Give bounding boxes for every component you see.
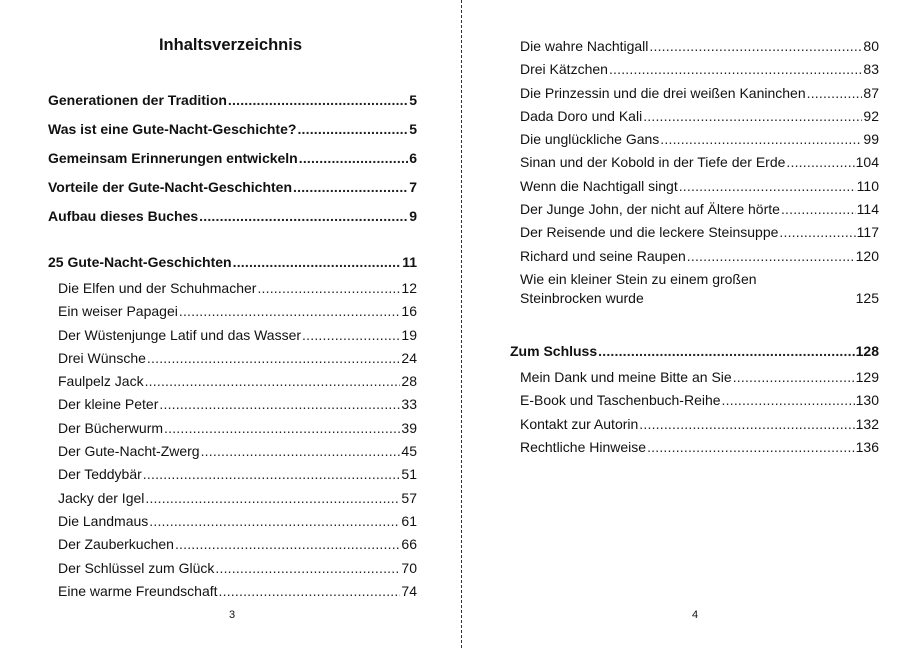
- leader-dots: [215, 557, 400, 580]
- toc-entry[interactable]: Die Prinzessin und die drei weißen Kaninchen ..... 87: [520, 82, 879, 105]
- toc-entry[interactable]: Gemeinsam Erinnerungen entwickeln ..... 6: [48, 144, 417, 173]
- toc-entry[interactable]: Dada Doro und Kali ..... 92: [520, 105, 879, 128]
- leader-dots: [145, 370, 401, 393]
- toc-entry[interactable]: Vorteile der Gute-Nacht-Geschichten ..... 7: [48, 173, 417, 202]
- leader-dots: [647, 436, 855, 459]
- page-number: 4: [691, 609, 699, 621]
- toc-entry[interactable]: Sinan und der Kobold in der Tiefe der Erde ..... 104: [520, 151, 879, 174]
- leader-dots: [639, 413, 854, 436]
- leader-dots: [147, 347, 401, 370]
- toc-entry[interactable]: Rechtliche Hinweise ..... 136: [520, 436, 879, 459]
- leader-dots: [687, 245, 855, 268]
- leader-dots: [781, 198, 856, 221]
- toc-entry[interactable]: Der Zauberkuchen ..... 66: [48, 533, 417, 556]
- leader-dots: [228, 86, 408, 115]
- leader-dots: [201, 440, 401, 463]
- leader-dots: [786, 151, 854, 174]
- leader-dots: [733, 366, 855, 389]
- leader-dots: [649, 35, 862, 58]
- leader-dots: [293, 173, 408, 202]
- toc-entry[interactable]: Generationen der Tradition ..... 5: [48, 86, 417, 115]
- leader-dots: [175, 533, 400, 556]
- toc-entry[interactable]: Der Teddybär ..... 51: [48, 463, 417, 486]
- toc-entry[interactable]: Jacky der Igel ..... 57: [48, 487, 417, 510]
- leader-dots: [145, 487, 400, 510]
- toc-list-right: [463, 35, 922, 459]
- toc-entry[interactable]: Eine warme Freundschaft ..... 74: [48, 580, 417, 603]
- toc-entry-closing-heading[interactable]: Zum Schluss ..... 128: [510, 337, 879, 366]
- leader-dots: [779, 221, 855, 244]
- toc-entry[interactable]: Aufbau dieses Buches ..... 9: [48, 202, 417, 231]
- leader-dots: [233, 248, 402, 277]
- toc-entry-two-line[interactable]: Wie ein kleiner Stein zu einem großen Steinbrocken wurde 125: [520, 270, 879, 306]
- toc-entry-stories-heading[interactable]: 25 Gute-Nacht-Geschichten ..... 11: [48, 248, 417, 277]
- toc-entry[interactable]: Drei Kätzchen ..... 83: [520, 58, 879, 81]
- leader-dots: [598, 337, 855, 366]
- leader-dots: [660, 128, 862, 151]
- toc-entry[interactable]: Was ist eine Gute-Nacht-Geschichte? ..... 5: [48, 115, 417, 144]
- leader-dots: [679, 175, 856, 198]
- toc-entry[interactable]: Die unglückliche Gans ..... 99: [520, 128, 879, 151]
- right-page: [463, 0, 922, 648]
- leader-dots: [299, 144, 408, 173]
- toc-entry[interactable]: Der Schlüssel zum Glück ..... 70: [48, 557, 417, 580]
- toc-entry[interactable]: Drei Wünsche ..... 24: [48, 347, 417, 370]
- toc-entry[interactable]: Der Gute-Nacht-Zwerg ..... 45: [48, 440, 417, 463]
- toc-entry[interactable]: Der Bücherwurm ..... 39: [48, 417, 417, 440]
- toc-entry[interactable]: Die Landmaus ..... 61: [48, 510, 417, 533]
- leader-dots: [149, 510, 400, 533]
- toc-entry[interactable]: Der Wüstenjunge Latif und das Wasser ..... 19: [48, 324, 417, 347]
- toc-entry[interactable]: Der Junge John, der nicht auf Ältere hörte ..... 114: [520, 198, 879, 221]
- leader-dots: [219, 580, 401, 603]
- toc-entry[interactable]: Kontakt zur Autorin ..... 132: [520, 413, 879, 436]
- leader-dots: [164, 417, 400, 440]
- toc-entry[interactable]: Die Elfen und der Schuhmacher ..... 12: [48, 277, 417, 300]
- page-number: 3: [228, 609, 236, 621]
- leader-dots: [722, 389, 855, 412]
- leader-dots: [643, 105, 862, 128]
- toc-entry[interactable]: Richard und seine Raupen ..... 120: [520, 245, 879, 268]
- toc-entry[interactable]: Faulpelz Jack ..... 28: [48, 370, 417, 393]
- page-divider: [461, 0, 462, 648]
- toc-entry[interactable]: Die wahre Nachtigall ..... 80: [520, 35, 879, 58]
- leader-dots: [609, 58, 862, 81]
- leader-dots: [297, 115, 408, 144]
- toc-entry[interactable]: E-Book und Taschenbuch-Reihe ..... 130: [520, 389, 879, 412]
- leader-dots: [159, 393, 400, 416]
- toc-entry[interactable]: Ein weiser Papagei ..... 16: [48, 300, 417, 323]
- toc-list-left: [48, 86, 417, 603]
- spacer: [48, 231, 417, 248]
- leader-dots: [143, 463, 401, 486]
- spacer: [463, 310, 922, 337]
- leader-dots: [302, 324, 400, 347]
- leader-dots: [807, 82, 863, 105]
- leader-dots: [257, 277, 400, 300]
- toc-entry[interactable]: Wenn die Nachtigall singt ..... 110: [520, 175, 879, 198]
- toc-entry[interactable]: Der kleine Peter ..... 33: [48, 393, 417, 416]
- leader-dots: [199, 202, 408, 231]
- leader-dots: [179, 300, 401, 323]
- toc-entry[interactable]: Mein Dank und meine Bitte an Sie ..... 129: [520, 366, 879, 389]
- toc-entry[interactable]: Der Reisende und die leckere Steinsuppe ..... 117: [520, 221, 879, 244]
- toc-title: Inhaltsverzeichnis: [158, 36, 303, 54]
